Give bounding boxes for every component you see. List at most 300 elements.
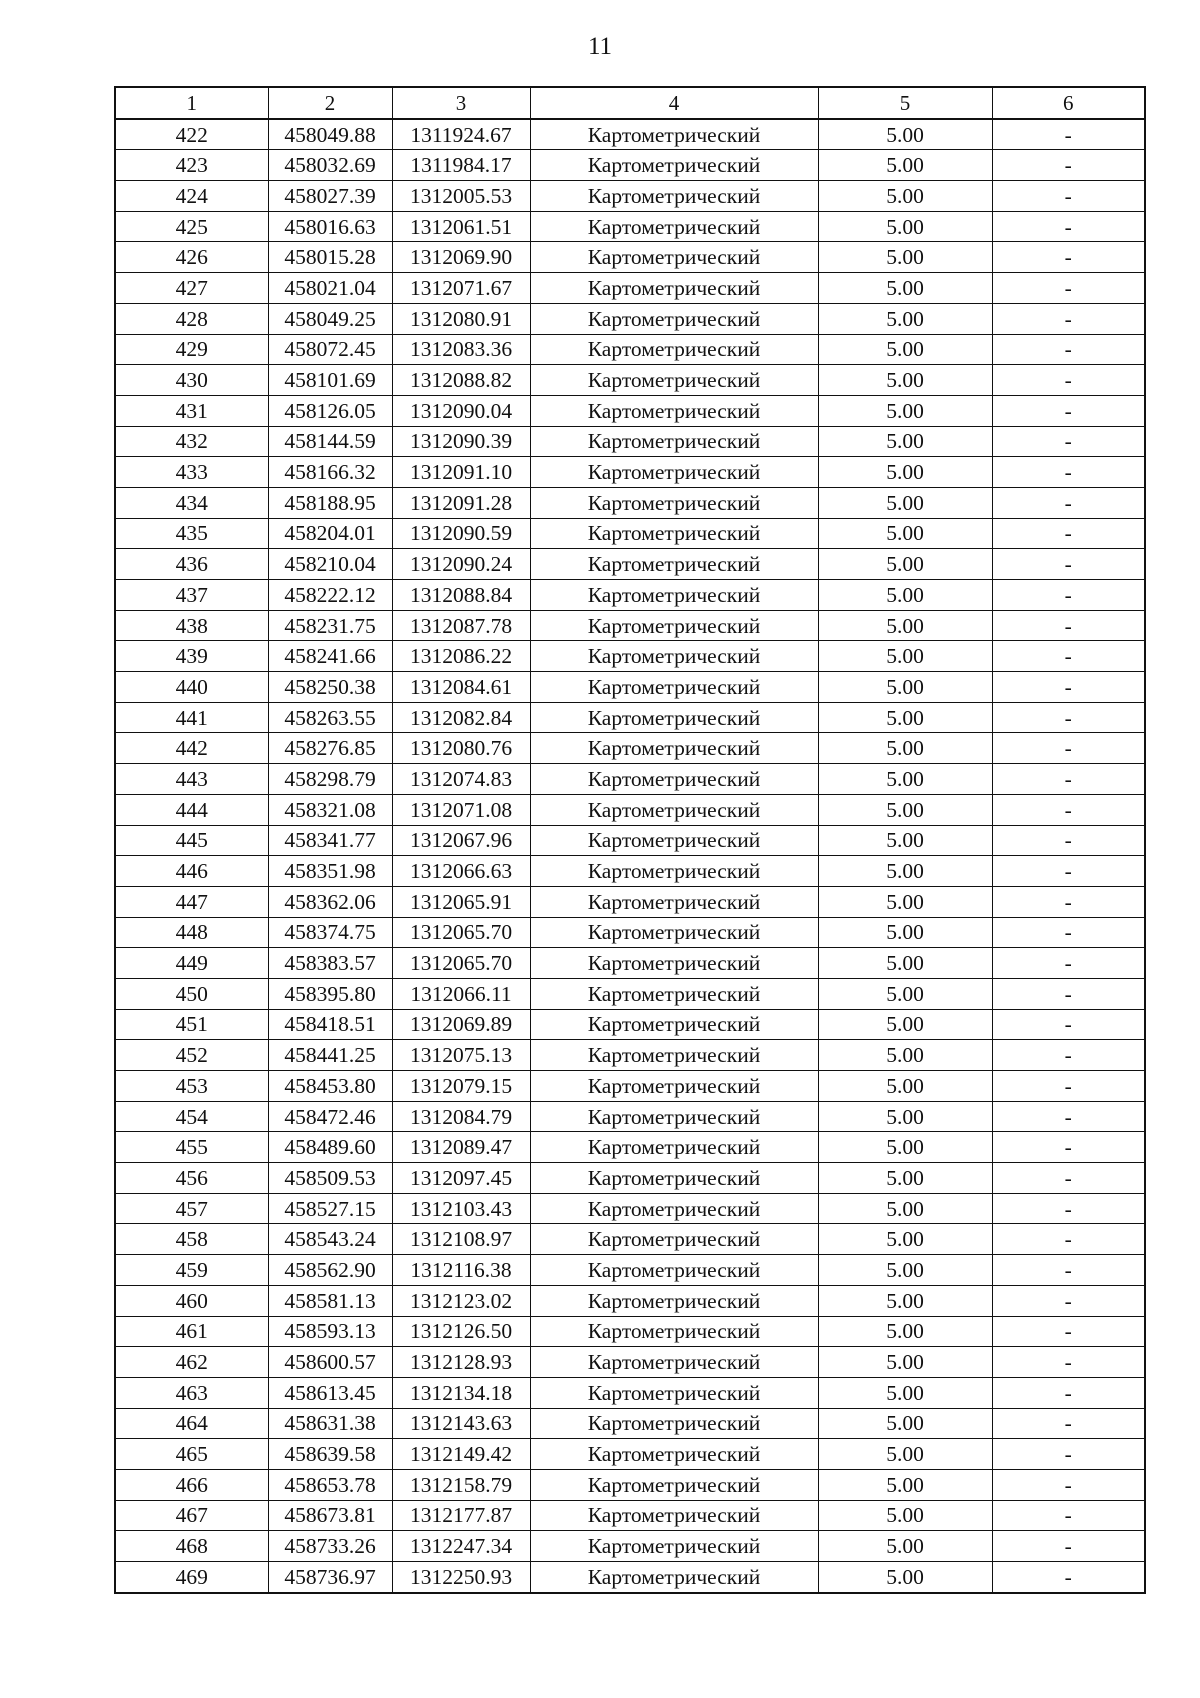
cell-accuracy: 5.00 — [818, 1562, 992, 1593]
cell-accuracy: 5.00 — [818, 1285, 992, 1316]
cell-accuracy: 5.00 — [818, 181, 992, 212]
cell-method: Картометрический — [530, 886, 818, 917]
cell-accuracy: 5.00 — [818, 426, 992, 457]
cell-y-coordinate: 1312247.34 — [392, 1531, 530, 1562]
cell-method: Картометрический — [530, 518, 818, 549]
table-row — [115, 1132, 1145, 1163]
table-row — [115, 1377, 1145, 1408]
cell-y-coordinate: 1312090.59 — [392, 518, 530, 549]
cell-x-coordinate: 458395.80 — [268, 978, 392, 1009]
table-row — [115, 1071, 1145, 1102]
table-row — [115, 764, 1145, 795]
cell-point-number: 434 — [115, 487, 268, 518]
cell-description: - — [992, 1224, 1145, 1255]
cell-description: - — [992, 457, 1145, 488]
table-header — [115, 87, 1145, 119]
cell-accuracy: 5.00 — [818, 119, 992, 150]
cell-point-number: 465 — [115, 1439, 268, 1470]
cell-y-coordinate: 1312082.84 — [392, 702, 530, 733]
cell-description: - — [992, 1101, 1145, 1132]
cell-x-coordinate: 458543.24 — [268, 1224, 392, 1255]
cell-y-coordinate: 1312090.24 — [392, 549, 530, 580]
cell-accuracy: 5.00 — [818, 733, 992, 764]
cell-method: Картометрический — [530, 549, 818, 580]
table-row — [115, 1163, 1145, 1194]
cell-point-number: 436 — [115, 549, 268, 580]
cell-x-coordinate: 458298.79 — [268, 764, 392, 795]
cell-y-coordinate: 1312084.79 — [392, 1101, 530, 1132]
cell-accuracy: 5.00 — [818, 211, 992, 242]
table-row — [115, 733, 1145, 764]
cell-point-number: 435 — [115, 518, 268, 549]
table-row — [115, 334, 1145, 365]
cell-x-coordinate: 458188.95 — [268, 487, 392, 518]
cell-accuracy: 5.00 — [818, 1469, 992, 1500]
cell-accuracy: 5.00 — [818, 1101, 992, 1132]
cell-y-coordinate: 1312075.13 — [392, 1040, 530, 1071]
table-row — [115, 211, 1145, 242]
cell-accuracy: 5.00 — [818, 886, 992, 917]
cell-x-coordinate: 458527.15 — [268, 1193, 392, 1224]
cell-method: Картометрический — [530, 1071, 818, 1102]
cell-accuracy: 5.00 — [818, 1500, 992, 1531]
cell-method: Картометрический — [530, 948, 818, 979]
cell-x-coordinate: 458593.13 — [268, 1316, 392, 1347]
table-row — [115, 457, 1145, 488]
table-row — [115, 273, 1145, 304]
cell-description: - — [992, 1562, 1145, 1593]
cell-method: Картометрический — [530, 641, 818, 672]
cell-description: - — [992, 303, 1145, 334]
cell-description: - — [992, 917, 1145, 948]
cell-description: - — [992, 702, 1145, 733]
cell-y-coordinate: 1312091.10 — [392, 457, 530, 488]
cell-description: - — [992, 1071, 1145, 1102]
table-row — [115, 365, 1145, 396]
table-row — [115, 242, 1145, 273]
cell-y-coordinate: 1312177.87 — [392, 1500, 530, 1531]
cell-y-coordinate: 1312090.39 — [392, 426, 530, 457]
cell-x-coordinate: 458453.80 — [268, 1071, 392, 1102]
cell-x-coordinate: 458600.57 — [268, 1347, 392, 1378]
cell-method: Картометрический — [530, 334, 818, 365]
table-row — [115, 917, 1145, 948]
cell-point-number: 469 — [115, 1562, 268, 1593]
cell-method: Картометрический — [530, 273, 818, 304]
table-row — [115, 1316, 1145, 1347]
cell-accuracy: 5.00 — [818, 856, 992, 887]
cell-description: - — [992, 794, 1145, 825]
cell-x-coordinate: 458351.98 — [268, 856, 392, 887]
cell-method: Картометрический — [530, 181, 818, 212]
cell-accuracy: 5.00 — [818, 610, 992, 641]
cell-method: Картометрический — [530, 395, 818, 426]
cell-y-coordinate: 1312091.28 — [392, 487, 530, 518]
table-row — [115, 1347, 1145, 1378]
cell-accuracy: 5.00 — [818, 365, 992, 396]
cell-point-number: 451 — [115, 1009, 268, 1040]
cell-x-coordinate: 458072.45 — [268, 334, 392, 365]
cell-accuracy: 5.00 — [818, 273, 992, 304]
cell-point-number: 460 — [115, 1285, 268, 1316]
cell-point-number: 459 — [115, 1255, 268, 1286]
cell-description: - — [992, 856, 1145, 887]
cell-point-number: 426 — [115, 242, 268, 273]
table-row — [115, 1439, 1145, 1470]
cell-method: Картометрический — [530, 1439, 818, 1470]
cell-point-number: 428 — [115, 303, 268, 334]
cell-method: Картометрический — [530, 1285, 818, 1316]
cell-accuracy: 5.00 — [818, 242, 992, 273]
cell-method: Картометрический — [530, 119, 818, 150]
table-row — [115, 487, 1145, 518]
cell-x-coordinate: 458241.66 — [268, 641, 392, 672]
cell-accuracy: 5.00 — [818, 303, 992, 334]
table-row — [115, 978, 1145, 1009]
cell-description: - — [992, 1439, 1145, 1470]
cell-point-number: 463 — [115, 1377, 268, 1408]
cell-x-coordinate: 458631.38 — [268, 1408, 392, 1439]
cell-y-coordinate: 1312108.97 — [392, 1224, 530, 1255]
cell-point-number: 453 — [115, 1071, 268, 1102]
cell-point-number: 440 — [115, 672, 268, 703]
cell-description: - — [992, 273, 1145, 304]
cell-description: - — [992, 1132, 1145, 1163]
cell-point-number: 457 — [115, 1193, 268, 1224]
column-header-y-coordinate: 3 — [392, 87, 530, 119]
table-row — [115, 150, 1145, 181]
cell-point-number: 429 — [115, 334, 268, 365]
cell-method: Картометрический — [530, 1040, 818, 1071]
cell-point-number: 449 — [115, 948, 268, 979]
cell-x-coordinate: 458374.75 — [268, 917, 392, 948]
table-row — [115, 1101, 1145, 1132]
table-row — [115, 1193, 1145, 1224]
cell-x-coordinate: 458562.90 — [268, 1255, 392, 1286]
cell-accuracy: 5.00 — [818, 1071, 992, 1102]
cell-point-number: 441 — [115, 702, 268, 733]
cell-accuracy: 5.00 — [818, 334, 992, 365]
cell-description: - — [992, 672, 1145, 703]
cell-x-coordinate: 458736.97 — [268, 1562, 392, 1593]
cell-description: - — [992, 825, 1145, 856]
table-row — [115, 1255, 1145, 1286]
cell-y-coordinate: 1312083.36 — [392, 334, 530, 365]
cell-description: - — [992, 518, 1145, 549]
column-header-description: 6 — [992, 87, 1145, 119]
cell-y-coordinate: 1312088.82 — [392, 365, 530, 396]
cell-method: Картометрический — [530, 1562, 818, 1593]
cell-description: - — [992, 365, 1145, 396]
cell-x-coordinate: 458441.25 — [268, 1040, 392, 1071]
cell-y-coordinate: 1312005.53 — [392, 181, 530, 212]
cell-description: - — [992, 242, 1145, 273]
cell-method: Картометрический — [530, 1531, 818, 1562]
column-header-point-number: 1 — [115, 87, 268, 119]
table-row — [115, 1040, 1145, 1071]
cell-accuracy: 5.00 — [818, 1255, 992, 1286]
cell-x-coordinate: 458321.08 — [268, 794, 392, 825]
cell-description: - — [992, 1285, 1145, 1316]
table-row — [115, 119, 1145, 150]
cell-accuracy: 5.00 — [818, 1531, 992, 1562]
cell-method: Картометрический — [530, 702, 818, 733]
cell-accuracy: 5.00 — [818, 457, 992, 488]
cell-point-number: 462 — [115, 1347, 268, 1378]
cell-description: - — [992, 1009, 1145, 1040]
table-row — [115, 1009, 1145, 1040]
cell-accuracy: 5.00 — [818, 1377, 992, 1408]
cell-y-coordinate: 1312158.79 — [392, 1469, 530, 1500]
cell-description: - — [992, 1316, 1145, 1347]
cell-point-number: 444 — [115, 794, 268, 825]
cell-x-coordinate: 458509.53 — [268, 1163, 392, 1194]
cell-point-number: 456 — [115, 1163, 268, 1194]
cell-y-coordinate: 1312086.22 — [392, 641, 530, 672]
cell-y-coordinate: 1312071.67 — [392, 273, 530, 304]
cell-x-coordinate: 458673.81 — [268, 1500, 392, 1531]
table-row — [115, 610, 1145, 641]
cell-y-coordinate: 1312149.42 — [392, 1439, 530, 1470]
cell-y-coordinate: 1312143.63 — [392, 1408, 530, 1439]
cell-description: - — [992, 1469, 1145, 1500]
cell-point-number: 448 — [115, 917, 268, 948]
cell-method: Картометрический — [530, 764, 818, 795]
cell-point-number: 452 — [115, 1040, 268, 1071]
cell-accuracy: 5.00 — [818, 672, 992, 703]
cell-y-coordinate: 1312074.83 — [392, 764, 530, 795]
cell-description: - — [992, 580, 1145, 611]
cell-description: - — [992, 1408, 1145, 1439]
table-row — [115, 549, 1145, 580]
cell-accuracy: 5.00 — [818, 794, 992, 825]
cell-accuracy: 5.00 — [818, 978, 992, 1009]
cell-x-coordinate: 458581.13 — [268, 1285, 392, 1316]
table-row — [115, 181, 1145, 212]
table-row — [115, 794, 1145, 825]
table-row — [115, 856, 1145, 887]
cell-point-number: 445 — [115, 825, 268, 856]
cell-method: Картометрический — [530, 1224, 818, 1255]
cell-y-coordinate: 1312128.93 — [392, 1347, 530, 1378]
coordinates-table — [114, 86, 1146, 1594]
cell-point-number: 447 — [115, 886, 268, 917]
table-row — [115, 948, 1145, 979]
cell-accuracy: 5.00 — [818, 1040, 992, 1071]
cell-method: Картометрический — [530, 856, 818, 887]
cell-description: - — [992, 764, 1145, 795]
table-row — [115, 1285, 1145, 1316]
cell-x-coordinate: 458418.51 — [268, 1009, 392, 1040]
cell-method: Картометрический — [530, 610, 818, 641]
table-row — [115, 395, 1145, 426]
cell-description: - — [992, 487, 1145, 518]
cell-x-coordinate: 458733.26 — [268, 1531, 392, 1562]
cell-description: - — [992, 549, 1145, 580]
cell-method: Картометрический — [530, 580, 818, 611]
cell-accuracy: 5.00 — [818, 1316, 992, 1347]
cell-x-coordinate: 458144.59 — [268, 426, 392, 457]
cell-point-number: 423 — [115, 150, 268, 181]
cell-method: Картометрический — [530, 303, 818, 334]
cell-method: Картометрический — [530, 978, 818, 1009]
cell-method: Картометрический — [530, 672, 818, 703]
table-row — [115, 1500, 1145, 1531]
cell-point-number: 424 — [115, 181, 268, 212]
cell-x-coordinate: 458021.04 — [268, 273, 392, 304]
cell-point-number: 432 — [115, 426, 268, 457]
cell-method: Картометрический — [530, 1469, 818, 1500]
cell-method: Картометрический — [530, 825, 818, 856]
cell-x-coordinate: 458204.01 — [268, 518, 392, 549]
cell-accuracy: 5.00 — [818, 1193, 992, 1224]
cell-point-number: 442 — [115, 733, 268, 764]
cell-y-coordinate: 1312067.96 — [392, 825, 530, 856]
table-row — [115, 426, 1145, 457]
page-number: 11 — [587, 33, 613, 60]
column-header-x-coordinate: 2 — [268, 87, 392, 119]
cell-accuracy: 5.00 — [818, 917, 992, 948]
table-row — [115, 303, 1145, 334]
cell-accuracy: 5.00 — [818, 1163, 992, 1194]
cell-point-number: 454 — [115, 1101, 268, 1132]
cell-method: Картометрический — [530, 733, 818, 764]
cell-y-coordinate: 1312087.78 — [392, 610, 530, 641]
cell-x-coordinate: 458166.32 — [268, 457, 392, 488]
cell-x-coordinate: 458210.04 — [268, 549, 392, 580]
cell-description: - — [992, 426, 1145, 457]
cell-y-coordinate: 1312065.70 — [392, 917, 530, 948]
cell-method: Картометрический — [530, 242, 818, 273]
cell-description: - — [992, 1040, 1145, 1071]
cell-accuracy: 5.00 — [818, 150, 992, 181]
cell-y-coordinate: 1312089.47 — [392, 1132, 530, 1163]
cell-y-coordinate: 1312084.61 — [392, 672, 530, 703]
cell-y-coordinate: 1312071.08 — [392, 794, 530, 825]
table-row — [115, 518, 1145, 549]
cell-method: Картометрический — [530, 794, 818, 825]
cell-description: - — [992, 119, 1145, 150]
table-row — [115, 641, 1145, 672]
cell-description: - — [992, 1531, 1145, 1562]
cell-x-coordinate: 458341.77 — [268, 825, 392, 856]
cell-point-number: 467 — [115, 1500, 268, 1531]
cell-x-coordinate: 458016.63 — [268, 211, 392, 242]
cell-x-coordinate: 458383.57 — [268, 948, 392, 979]
cell-point-number: 425 — [115, 211, 268, 242]
cell-x-coordinate: 458101.69 — [268, 365, 392, 396]
cell-x-coordinate: 458126.05 — [268, 395, 392, 426]
cell-x-coordinate: 458015.28 — [268, 242, 392, 273]
cell-accuracy: 5.00 — [818, 825, 992, 856]
cell-description: - — [992, 610, 1145, 641]
table-row — [115, 702, 1145, 733]
header-row — [115, 87, 1145, 119]
table-row — [115, 580, 1145, 611]
cell-description: - — [992, 150, 1145, 181]
table-row — [115, 1531, 1145, 1562]
cell-x-coordinate: 458362.06 — [268, 886, 392, 917]
cell-method: Картометрический — [530, 150, 818, 181]
cell-x-coordinate: 458613.45 — [268, 1377, 392, 1408]
cell-y-coordinate: 1312097.45 — [392, 1163, 530, 1194]
cell-description: - — [992, 1500, 1145, 1531]
cell-method: Картометрический — [530, 1163, 818, 1194]
cell-method: Картометрический — [530, 1101, 818, 1132]
column-header-method: 4 — [530, 87, 818, 119]
cell-point-number: 438 — [115, 610, 268, 641]
cell-point-number: 439 — [115, 641, 268, 672]
cell-description: - — [992, 978, 1145, 1009]
cell-accuracy: 5.00 — [818, 580, 992, 611]
cell-point-number: 433 — [115, 457, 268, 488]
cell-point-number: 466 — [115, 1469, 268, 1500]
cell-accuracy: 5.00 — [818, 549, 992, 580]
cell-accuracy: 5.00 — [818, 764, 992, 795]
cell-method: Картометрический — [530, 1500, 818, 1531]
table-row — [115, 1562, 1145, 1593]
cell-y-coordinate: 1312088.84 — [392, 580, 530, 611]
cell-point-number: 430 — [115, 365, 268, 396]
cell-point-number: 461 — [115, 1316, 268, 1347]
cell-x-coordinate: 458276.85 — [268, 733, 392, 764]
cell-method: Картометрический — [530, 457, 818, 488]
cell-y-coordinate: 1312090.04 — [392, 395, 530, 426]
cell-accuracy: 5.00 — [818, 395, 992, 426]
cell-method: Картометрический — [530, 365, 818, 396]
cell-y-coordinate: 1312126.50 — [392, 1316, 530, 1347]
cell-point-number: 458 — [115, 1224, 268, 1255]
cell-method: Картометрический — [530, 1193, 818, 1224]
cell-x-coordinate: 458263.55 — [268, 702, 392, 733]
cell-y-coordinate: 1312069.90 — [392, 242, 530, 273]
cell-description: - — [992, 948, 1145, 979]
cell-x-coordinate: 458639.58 — [268, 1439, 392, 1470]
cell-description: - — [992, 1193, 1145, 1224]
cell-point-number: 468 — [115, 1531, 268, 1562]
cell-point-number: 431 — [115, 395, 268, 426]
cell-accuracy: 5.00 — [818, 641, 992, 672]
cell-y-coordinate: 1312116.38 — [392, 1255, 530, 1286]
cell-accuracy: 5.00 — [818, 1439, 992, 1470]
cell-description: - — [992, 395, 1145, 426]
cell-description: - — [992, 181, 1145, 212]
table-row — [115, 1469, 1145, 1500]
cell-y-coordinate: 1311984.17 — [392, 150, 530, 181]
cell-point-number: 422 — [115, 119, 268, 150]
cell-description: - — [992, 886, 1145, 917]
cell-y-coordinate: 1312065.70 — [392, 948, 530, 979]
cell-accuracy: 5.00 — [818, 1009, 992, 1040]
cell-method: Картометрический — [530, 1255, 818, 1286]
cell-method: Картометрический — [530, 1377, 818, 1408]
cell-y-coordinate: 1312080.76 — [392, 733, 530, 764]
cell-description: - — [992, 1347, 1145, 1378]
cell-method: Картометрический — [530, 917, 818, 948]
cell-accuracy: 5.00 — [818, 1224, 992, 1255]
cell-method: Картометрический — [530, 487, 818, 518]
cell-accuracy: 5.00 — [818, 487, 992, 518]
cell-x-coordinate: 458027.39 — [268, 181, 392, 212]
column-header-accuracy: 5 — [818, 87, 992, 119]
cell-description: - — [992, 1377, 1145, 1408]
cell-accuracy: 5.00 — [818, 702, 992, 733]
cell-description: - — [992, 733, 1145, 764]
cell-y-coordinate: 1312250.93 — [392, 1562, 530, 1593]
cell-y-coordinate: 1312079.15 — [392, 1071, 530, 1102]
table-row — [115, 1224, 1145, 1255]
cell-accuracy: 5.00 — [818, 1132, 992, 1163]
